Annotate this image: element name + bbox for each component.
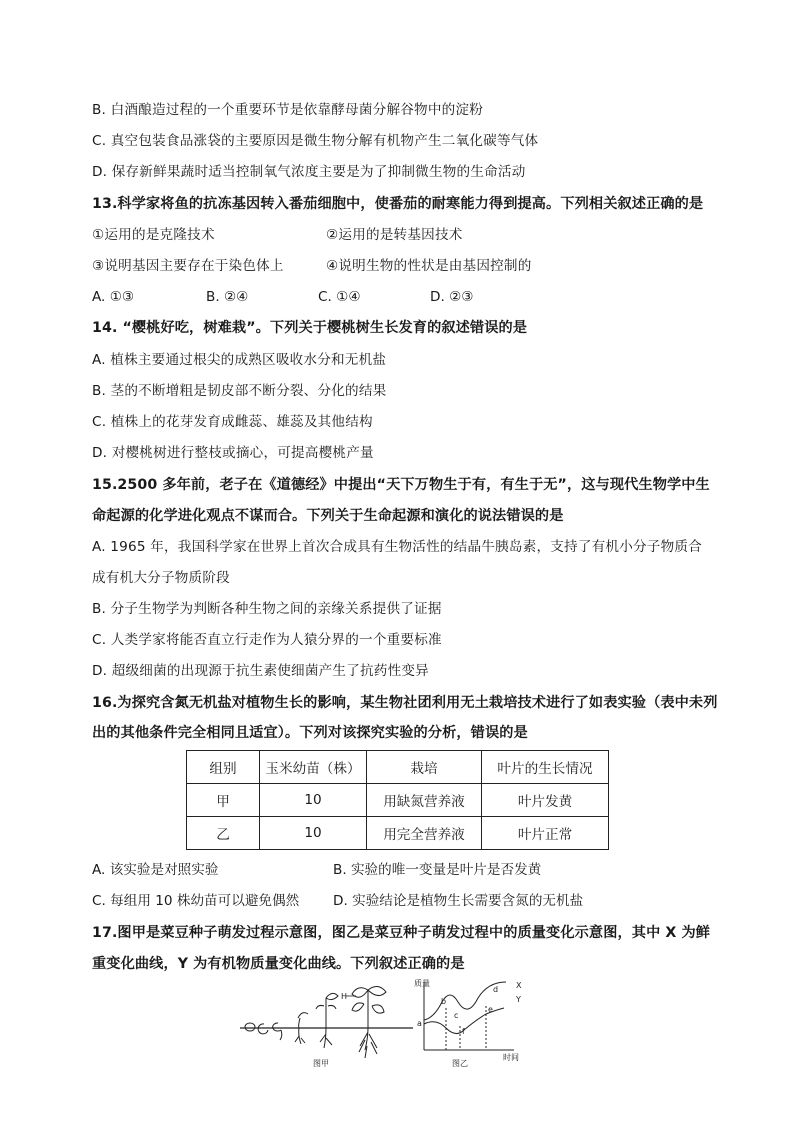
table-cell: 10 xyxy=(260,784,367,817)
q16-stem-line1: 16.为探究含氮无机盐对植物生长的影响，某生物社团利用无土栽培技术进行了如表实验（表中未列 xyxy=(92,695,718,711)
table-row xyxy=(187,817,609,850)
plant-stage-6 xyxy=(352,986,386,1058)
q16-option-d: D. 实验结论是植物生长需要含氮的无机盐 xyxy=(333,893,584,909)
point-label-e: e xyxy=(488,1005,493,1014)
q12-option-c: C. 真空包装食品涨袋的主要原因是微生物分解有机物产生二氧化碳等气体 xyxy=(92,133,539,149)
q13-option-b: B. ②④ xyxy=(206,289,249,305)
q17-stem-line2: 重变化曲线，Y 为有机物质量变化曲线。下列叙述正确的是 xyxy=(92,956,465,972)
seed-stage-2 xyxy=(258,1024,268,1034)
q13-statement-2: ②运用的是转基因技术 xyxy=(326,227,463,243)
q12-option-d: D. 保存新鲜果蔬时适当控制氧气浓度主要是为了抑制微生物的生命活动 xyxy=(92,164,526,180)
q15-option-c: C. 人类学家将能否直立行走作为人猿分界的一个重要标准 xyxy=(92,632,442,648)
point-label-b: b xyxy=(441,997,447,1006)
point-label-f: f xyxy=(462,1027,465,1036)
mass-change-graph xyxy=(424,982,514,1050)
seed-stage-3 xyxy=(273,1023,282,1040)
table-cell: 甲 xyxy=(187,784,260,817)
table-cell: 用完全营养液 xyxy=(367,817,482,850)
table-header-cell: 叶片的生长情况 xyxy=(482,751,609,784)
q15-option-d: D. 超级细菌的出现源于抗生素使细菌产生了抗药性变异 xyxy=(92,663,429,679)
q14-option-d: D. 对樱桃树进行整枝或摘心，可提高樱桃产量 xyxy=(92,445,374,461)
q13-statement-3: ③说明基因主要存在于染色体上 xyxy=(92,258,284,274)
seedling-stage-5 xyxy=(316,993,338,1048)
q15-stem-line2: 命起源的化学进化观点不谋而合。下列关于生命起源和演化的说法错误的是 xyxy=(92,508,564,524)
q14-option-c: C. 植株上的花芽发育成雌蕊、雄蕊及其他结构 xyxy=(92,414,373,430)
curve-label-x: X xyxy=(516,981,522,990)
table-header-cell: 玉米幼苗（株） xyxy=(260,751,367,784)
q13-option-d: D. ②③ xyxy=(430,289,474,305)
q16-option-b: B. 实验的唯一变量是叶片是否发黄 xyxy=(333,862,542,878)
q15-option-a-line1: A. 1965 年，我国科学家在世界上首次合成具有生物活性的结晶牛胰岛素，支持了有机小分子物质合 xyxy=(92,539,702,555)
label-h: H xyxy=(341,992,348,1001)
q14-option-a: A. 植株主要通过根尖的成熟区吸收水分和无机盐 xyxy=(92,352,387,368)
q13-statement-1: ①运用的是克隆技术 xyxy=(92,227,215,243)
table-cell: 叶片发黄 xyxy=(482,784,609,817)
q14-option-b: B. 茎的不断增粗是韧皮部不断分裂、分化的结果 xyxy=(92,383,387,399)
experiment-table xyxy=(186,750,609,850)
q15-stem-line1: 15.2500 多年前，老子在《道德经》中提出“天下万物生于有，有生于无”，这与现代生物学中生 xyxy=(92,477,710,493)
q17-figures xyxy=(238,978,528,1070)
table-header-row xyxy=(187,751,609,784)
seed-germination-figure xyxy=(240,986,413,1058)
figure-caption-yi: 图乙 xyxy=(452,1059,468,1068)
graph-y-label: 质量 xyxy=(414,979,430,988)
point-label-d: d xyxy=(493,985,499,994)
table-cell: 乙 xyxy=(187,817,260,850)
table-row xyxy=(187,784,609,817)
table-cell: 用缺氮营养液 xyxy=(367,784,482,817)
q15-option-b: B. 分子生物学为判断各种生物之间的亲缘关系提供了证据 xyxy=(92,601,442,617)
q16-option-a: A. 该实验是对照实验 xyxy=(92,862,219,878)
table-cell: 10 xyxy=(260,817,367,850)
q17-stem-line1: 17.图甲是菜豆种子萌发过程示意图，图乙是菜豆种子萌发过程中的质量变化示意图，其中 X 为鲜 xyxy=(92,925,711,941)
q16-stem-line2: 出的其他条件完全相同且适宜）。下列对该探究实验的分析，错误的是 xyxy=(92,725,528,741)
point-label-a: a xyxy=(417,1019,422,1028)
figure-caption-jia: 图甲 xyxy=(313,1059,329,1068)
q13-option-c: C. ①④ xyxy=(318,289,361,305)
point-label-c: c xyxy=(454,1011,459,1020)
q13-statement-4: ④说明生物的性状是由基因控制的 xyxy=(326,258,532,274)
q12-option-b: B. 白酒酿造过程的一个重要环节是依靠酵母菌分解谷物中的淀粉 xyxy=(92,102,483,118)
seed-stage-1 xyxy=(245,1023,255,1031)
q13-stem: 13.科学家将鱼的抗冻基因转入番茄细胞中，使番茄的耐寒能力得到提高。下列相关叙述正确的是 xyxy=(92,196,704,212)
q14-stem: 14. “樱桃好吃，树难栽”。下列关于樱桃树生长发育的叙述错误的是 xyxy=(92,320,528,336)
table-header-cell: 组别 xyxy=(187,751,260,784)
q15-option-a-line2: 成有机大分子物质阶段 xyxy=(92,570,230,586)
table-header-cell: 栽培 xyxy=(367,751,482,784)
table-cell: 叶片正常 xyxy=(482,817,609,850)
curve-label-y: Y xyxy=(516,995,521,1004)
q16-option-c: C. 每组用 10 株幼苗可以避免偶然 xyxy=(92,893,300,909)
graph-x-label: 时间 xyxy=(503,1053,519,1062)
q13-option-a: A. ①③ xyxy=(92,289,135,305)
